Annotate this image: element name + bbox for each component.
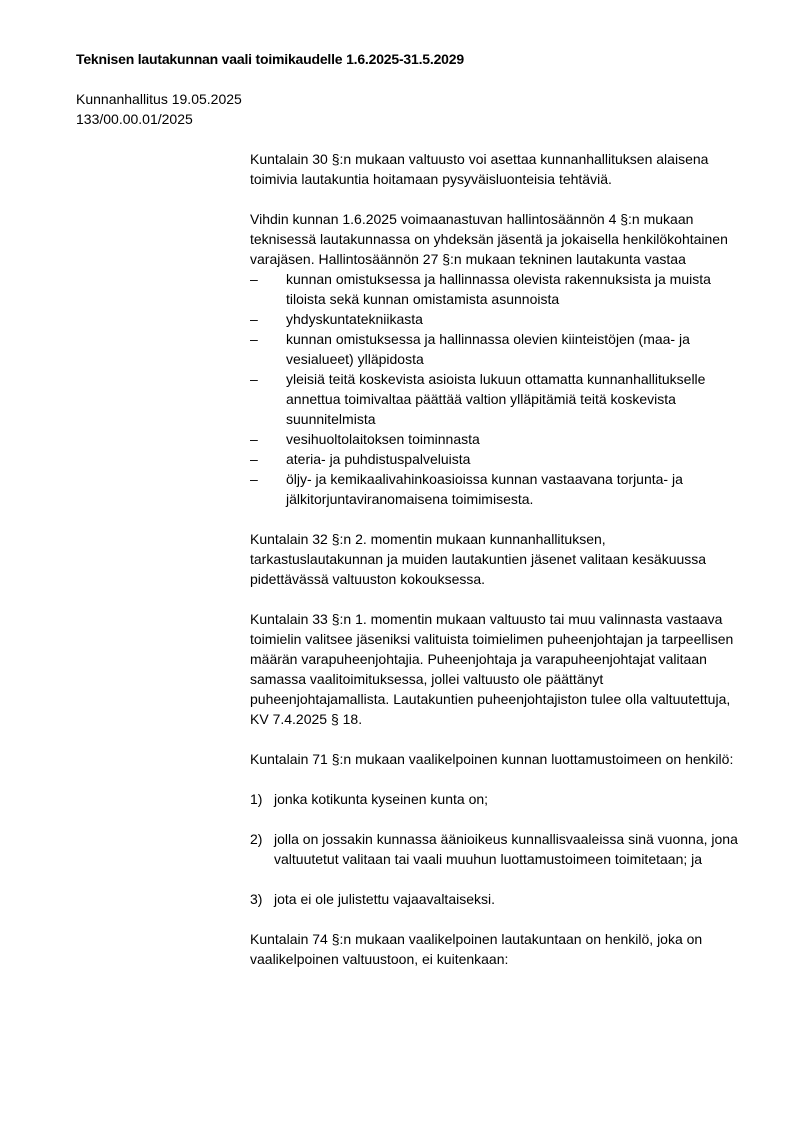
item-number: 3) [250, 891, 263, 907]
list-item-text: kunnan omistuksessa ja hallinnassa olevista rakennuksista ja muista tiloista sekä kunnan omistamista asunnoista [286, 271, 711, 307]
numbered-item [250, 889, 740, 909]
paragraph: Kuntalain 71 §:n mukaan vaalikelpoinen kunnan luottamustoimeen on henkilö: [250, 751, 734, 767]
list-item [250, 469, 740, 509]
paragraph: Kuntalain 30 §:n mukaan valtuusto voi asettaa kunnanhallituksen alaisena toimivia lautakuntia hoitamaan pysyväisluonteisia tehtäviä. [250, 151, 709, 187]
dash-bullet: – [250, 271, 258, 287]
list-item-text: öljy- ja kemikaalivahinkoasioissa kunnan vastaavana torjunta- ja jälkitorjuntaviranomaisena toimimisesta. [286, 471, 683, 507]
numbered-item-text: jota ei ole julistettu vajaavaltaiseksi. [274, 891, 496, 907]
list-item-text: yleisiä teitä koskevista asioista lukuun ottamatta kunnanhallitukselle annettua toimivaltaa päättää valtion ylläpitämiä teitä koskevista suunnitelmista [286, 371, 706, 427]
document-meta [76, 89, 376, 129]
list-item [250, 329, 740, 369]
list-item [250, 369, 740, 429]
list-item-text: vesihuoltolaitoksen toiminnasta [286, 431, 480, 447]
responsibility-list [250, 269, 740, 509]
dash-bullet: – [250, 331, 258, 347]
item-number: 1) [250, 791, 263, 807]
document-title: Teknisen lautakunnan vaali toimikaudelle 1.6.2025-31.5.2029 [76, 51, 464, 67]
paragraph: Kuntalain 32 §:n 2. momentin mukaan kunnanhallituksen, tarkastuslautakunnan ja muiden lautakuntien jäsenet valitaan kesäkuussa pidettävässä valtuuston kokouksessa. [250, 531, 707, 587]
record-number: 133/00.00.01/2025 [76, 111, 193, 127]
numbered-item [250, 789, 740, 809]
list-item-text: ateria- ja puhdistuspalveluista [286, 451, 471, 467]
list-item-text: kunnan omistuksessa ja hallinnassa olevien kiinteistöjen (maa- ja vesialueet) ylläpidosta [286, 331, 690, 367]
numbered-item-text: jolla on jossakin kunnassa äänioikeus kunnallisvaaleissa sinä vuonna, jona valtuutetut valitaan tai vaali muuhun luottamustoimeen toimitetaan; ja [274, 831, 738, 867]
paragraph: Vihdin kunnan 1.6.2025 voimaanastuvan hallintosäännön 4 §:n mukaan teknisessä lautakunnassa on yhdeksän jäsentä ja jokaisella henkilökohtainen varajäsen. Hallintosäännön 27 §:n mukaan tekninen lautakunta vastaa [250, 211, 728, 267]
document-body [250, 149, 740, 989]
dash-bullet: – [250, 451, 258, 467]
item-number: 2) [250, 831, 263, 847]
dash-bullet: – [250, 371, 258, 387]
numbered-item [250, 829, 740, 869]
list-item [250, 429, 740, 449]
list-item [250, 309, 740, 329]
list-item [250, 269, 740, 309]
dash-bullet: – [250, 471, 258, 487]
paragraph: Kuntalain 74 §:n mukaan vaalikelpoinen lautakuntaan on henkilö, joka on vaalikelpoinen valtuustoon, ei kuitenkaan: [250, 931, 703, 967]
list-item-text: yhdyskuntatekniikasta [286, 311, 423, 327]
dash-bullet: – [250, 431, 258, 447]
paragraph: Kuntalain 33 §:n 1. momentin mukaan valtuusto tai muu valinnasta vastaava toimielin valitsee jäseniksi valituista toimielimen puheenjohtajan ja tarpeellisen määrän varapuheenjohtajia. Puheenjohtaja ja varapuheenjohtajat valitaan samassa vaalitoimituksessa, jollei valtuusto ole päättänyt puheenjohtajamallista. Lautakuntien puheenjohtajiston tulee olla valtuutettuja, KV 7.4.2025 § 18. [250, 611, 734, 727]
numbered-item-text: jonka kotikunta kyseinen kunta on; [274, 791, 489, 807]
list-item [250, 449, 740, 469]
meeting-line: Kunnanhallitus 19.05.2025 [76, 91, 242, 107]
dash-bullet: – [250, 311, 258, 327]
